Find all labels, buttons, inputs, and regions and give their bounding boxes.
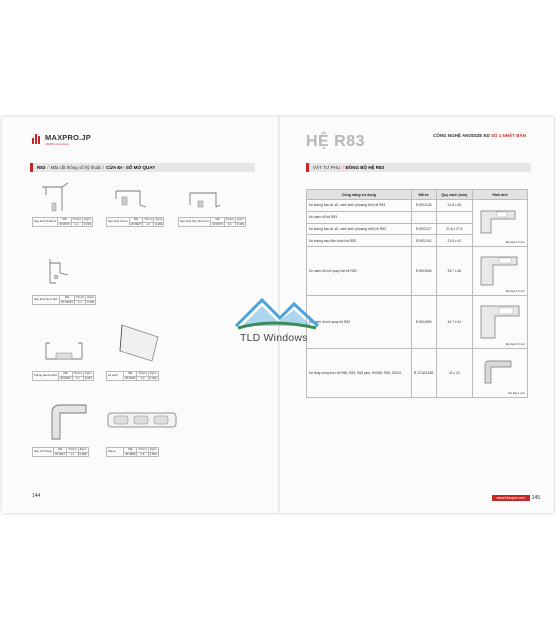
table-row: Ke khung bao đi, sổ, vách kính (khoang lớn) hệ R83 R-BG2146 21.8 x 46 Độ dày 4.5 mm	[307, 200, 528, 212]
table-row: Ke khung bao đi, sổ, vách kính (khoang nhỏ) hệ R83 R-BG2127 21.8 x 27.5	[307, 223, 528, 235]
bracket-image-1: Độ dày 4.5 mm	[473, 200, 528, 247]
profile-table-3: Nẹp kính hộp 15-17mm Mã T(mm) Kg/m JP-8373 1.1 0.189	[180, 217, 244, 226]
page-title: HỆ R83	[306, 133, 366, 150]
profile-drawing-1	[38, 181, 74, 215]
table-row: Ke cánh sổ hệ R83	[307, 211, 528, 223]
accessory-table	[306, 189, 528, 398]
profile-drawing-8	[106, 407, 178, 433]
tagline-highlight: SỐ 1 NHẬT BẢN	[490, 133, 526, 138]
tagline-prefix: CÔNG NGHỆ ANODIZE ED	[433, 133, 491, 138]
tagline	[433, 133, 526, 138]
page-number-right: 145	[531, 495, 540, 501]
accessory-section: VẬT TƯ PHỤ	[313, 165, 341, 170]
table-header-row: Công năng sử dụng Mã ke Quy cách (mm) Hình ảnh	[307, 190, 528, 200]
watermark-house-icon	[232, 290, 322, 330]
accessory-category: ĐỒNG BỘ HỆ R83	[345, 165, 384, 170]
profile-table-2: Nẹp kính 12mm Mã T(mm) Kg/m JP-8327 1.1 0.264	[108, 217, 163, 226]
profile-table-5: Khung bao lá sách Mã T(mm) Kg/m JP-8322 1.1 0.367	[34, 371, 92, 380]
category-label: CỬA ĐI - SỔ MỞ QUAY	[106, 165, 156, 170]
section-label: Mặt cắt thông số kỹ thuật	[50, 165, 101, 170]
corner-bracket-drawing-3	[475, 300, 525, 344]
profile-table-7: Nẹp chỉ tường Mã T(mm) Kg/m JP-8317 1.1 0.488	[34, 447, 87, 456]
page-number-left: 144	[32, 493, 41, 499]
table-row: Ke khung bao đảo chiều hệ R83 R-BG2142 21.8 x 42	[307, 235, 528, 247]
bracket-image-4: Độ dày 1 mm	[473, 349, 528, 398]
steel-angle-drawing	[475, 353, 525, 393]
website-badge: www.Maxpro.com	[492, 495, 530, 501]
profile-table-8: Diana Mã T(mm) Kg/m JP-8382 0.8 0.584	[108, 447, 157, 456]
bracket-image-2: Độ dày 4.5 mm	[473, 247, 528, 296]
profile-table-6: Lá sách Mã T(mm) Kg/m JP-8334 1.0 0.322	[108, 371, 157, 380]
profile-drawing-3	[186, 185, 224, 215]
profile-table-4: Nẹp kính 6mm đơn Mã T(mm) Kg/m JP-15331 1.1 0.200	[34, 295, 95, 304]
corner-bracket-drawing-1	[475, 203, 523, 243]
profile-drawing-2	[112, 183, 152, 215]
accessory-header-bar: VẬT TƯ PHỤ / ĐỒNG BỘ HỆ R83	[306, 163, 531, 172]
profile-drawing-5	[42, 335, 86, 367]
corner-bracket-drawing-2	[475, 251, 525, 291]
table-row: Ke tăng cứng inox hệ R80, R83, R65 plus, SKD80, R65, 55115. R-TCA2134B 42 x 13 Độ dày 1 mm	[307, 349, 528, 398]
bracket-image-3: Độ dày 4.5 mm	[473, 296, 528, 349]
profile-drawing-6	[116, 321, 166, 367]
section-header-bar: R83 / Mặt cắt thông số kỹ thuật / CỬA ĐI - SỔ MỞ QUAY	[30, 163, 255, 172]
table-row: Ke cánh sổ mở quay hất hệ R83 R-BG3346 33.7 x 46 Độ dày 4.5 mm	[307, 247, 528, 296]
brand-logo	[32, 134, 91, 146]
brand-mark-icon	[32, 134, 42, 144]
brand-sub: JAPAN Aluminium	[45, 142, 70, 146]
watermark-text: TLD Windows	[240, 332, 308, 344]
table-row: Ke cánh đi mở quay hệ R83 R-BG4059 40.7 x 61 Độ dày 4.5 mm	[307, 296, 528, 349]
brand-name: MAXPRO.JP	[45, 133, 91, 142]
watermark	[232, 290, 322, 344]
profile-drawing-4	[42, 253, 76, 291]
profile-table-1: Nẹp kính 8-10mm Mã T(mm) Kg/m JP-8373 1.1 0.215	[34, 217, 91, 226]
profile-drawing-7	[42, 399, 90, 443]
system-code: R83	[37, 165, 46, 170]
